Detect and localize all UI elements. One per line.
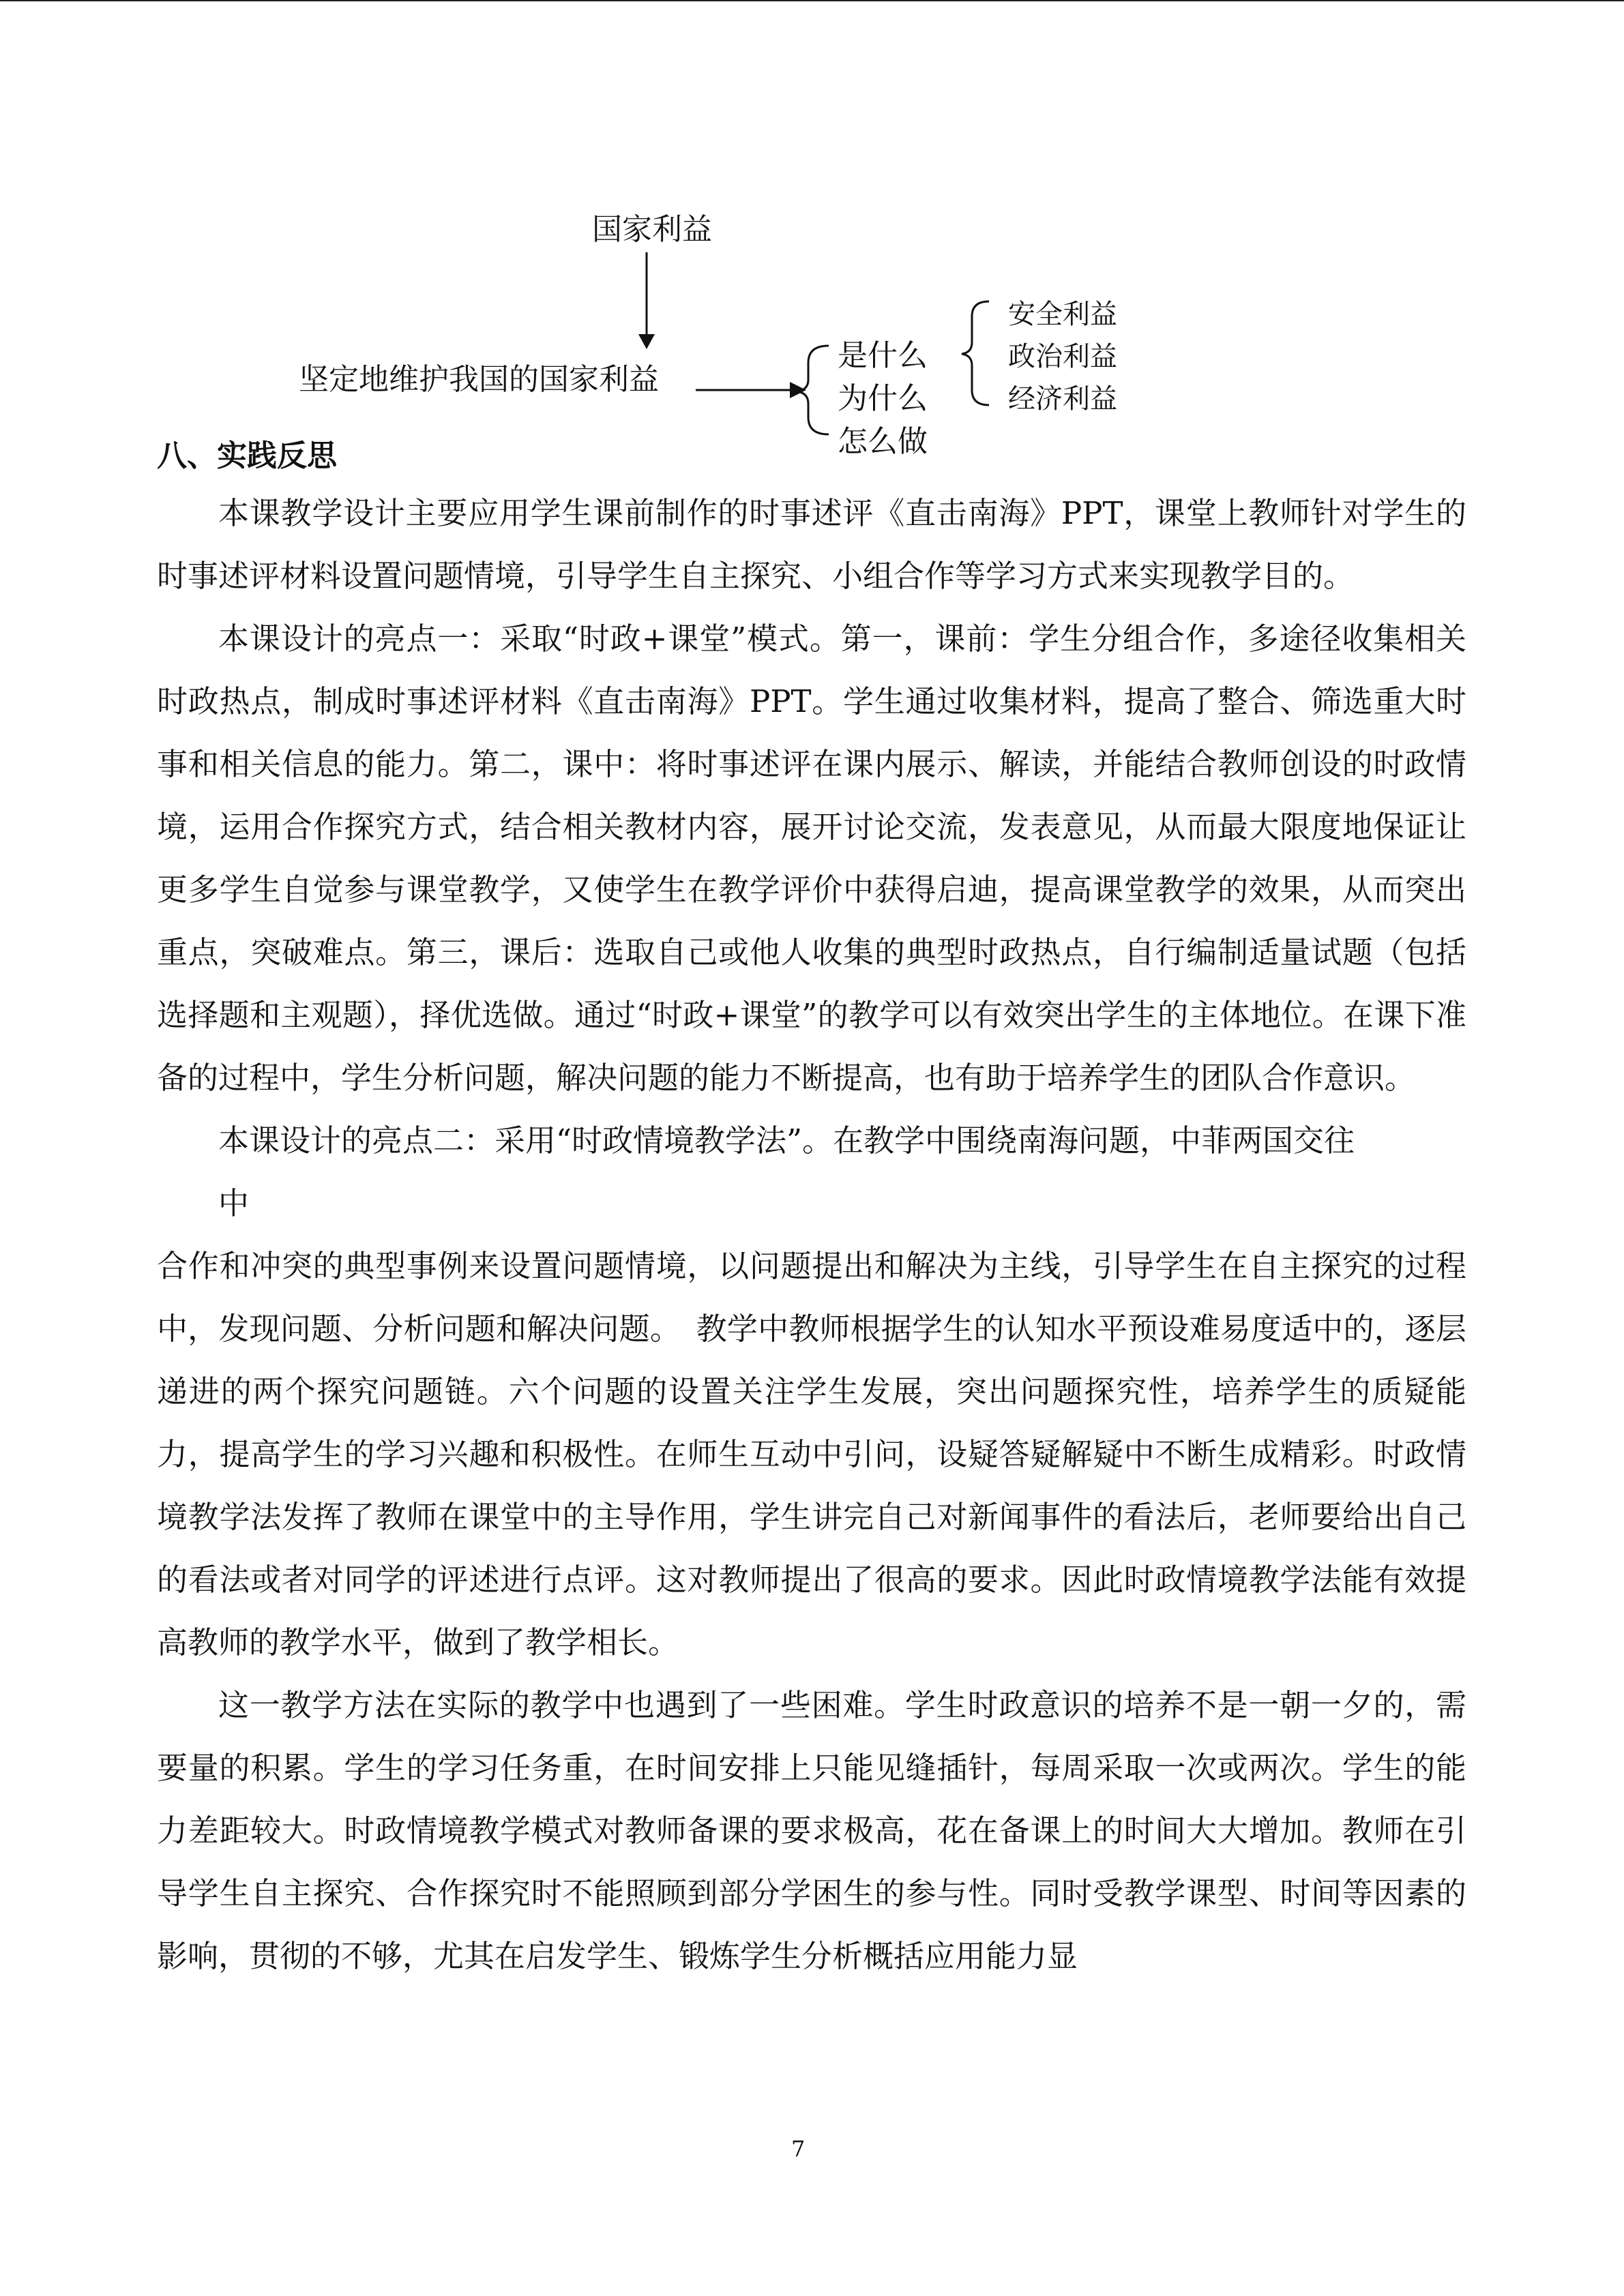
diagram-middle-item-2: 为什么 bbox=[838, 381, 928, 416]
diagram-right-item-2: 政治利益 bbox=[1008, 341, 1117, 372]
middle-brace bbox=[797, 346, 829, 434]
section-heading: 八、实践反思 bbox=[157, 438, 337, 473]
right-brace bbox=[962, 301, 989, 405]
paragraph-1: 本课教学设计主要应用学生课前制作的时事述评《直击南海》PPT，课堂上教师针对学生的时事述评材料设置问题情境，引导学生自主探究、小组合作等学习方式来实现教学目的。 bbox=[157, 495, 1466, 594]
diagram-right-item-1: 安全利益 bbox=[1008, 299, 1117, 330]
diagram-left-label: 坚定地维护我国的国家利益 bbox=[299, 362, 659, 397]
diagram-right-item-3: 经济利益 bbox=[1008, 383, 1117, 415]
page-number: 7 bbox=[791, 2136, 806, 2162]
section-body bbox=[157, 482, 1466, 1988]
down-arrow-head bbox=[638, 334, 655, 349]
diagram-middle-item-1: 是什么 bbox=[838, 338, 928, 373]
paragraph-4: 合作和冲突的典型事例来设置问题情境，以问题提出和解决为主线，引导学生在自主探究的过程中，发现问题、分析问题和解决问题。 教学中教师根据学生的认知水平预设难易度适中的，逐层递进的两个探究问题链。六个问题的设置关注学生发展，突出问题探究性，培养学生的质疑能力，提高学生的学习兴趣和积极性。在师生互动中引问，设疑答疑解疑中不断生成精彩。时政情境教学法发挥了教师在课堂中的主导作用，学生讲完自己对新闻事件的看法后，老师要给出自己的看法或者对同学的评述进行点评。这对教师提出了很高的要求。因此时政情境教学法能有效提高教师的教学水平，做到了教学相长。 bbox=[157, 1248, 1466, 1660]
paragraph-5: 这一教学方法在实际的教学中也遇到了一些困难。学生时政意识的培养不是一朝一夕的，需要量的积累。学生的学习任务重，在时间安排上只能见缝插针，每周采取一次或两次。学生的能力差距较大。时政情境教学模式对教师备课的要求极高，花在备课上的时间大大增加。教师在引导学生自主探究、合作探究时不能照顾到部分学困生的参与性。同时受教学课型、时间等因素的影响，贯彻的不够，尤其在启发学生、锻炼学生分析概括应用能力显 bbox=[157, 1687, 1466, 1974]
paragraph-3-fragment: 中 bbox=[218, 1185, 250, 1221]
paragraph-2: 本课设计的亮点一：采取“时政+课堂”模式。第一，课前：学生分组合作，多途径收集相关时政热点，制成时事述评材料《直击南海》PPT。学生通过收集材料，提高了整合、筛选重大时事和相关信息的能力。第二，课中：将时事述评在课内展示、解读，并能结合教师创设的时政情境，运用合作探究方式，结合相关教材内容，展开讨论交流，发表意见，从而最大限度地保证让更多学生自觉参与课堂教学，又使学生在教学评价中获得启迪，提高课堂教学的效果，从而突出重点，突破难点。第三，课后：选取自己或他人收集的典型时政热点，自行编制适量试题（包括选择题和主观题），择优选做。通过“时政+课堂”的教学可以有效突出学生的主体地位。在课下准备的过程中，学生分析问题，解决问题的能力不断提高，也有助于培养学生的团队合作意识。 bbox=[157, 621, 1466, 1096]
diagram-top-label: 国家利益 bbox=[592, 212, 712, 247]
diagram-connectors bbox=[0, 1, 1624, 479]
paragraph-3: 本课设计的亮点二：采用“时政情境教学法”。在教学中围绕南海问题，中菲两国交往 bbox=[218, 1122, 1355, 1159]
diagram-middle-item-3: 怎么做 bbox=[838, 424, 928, 459]
